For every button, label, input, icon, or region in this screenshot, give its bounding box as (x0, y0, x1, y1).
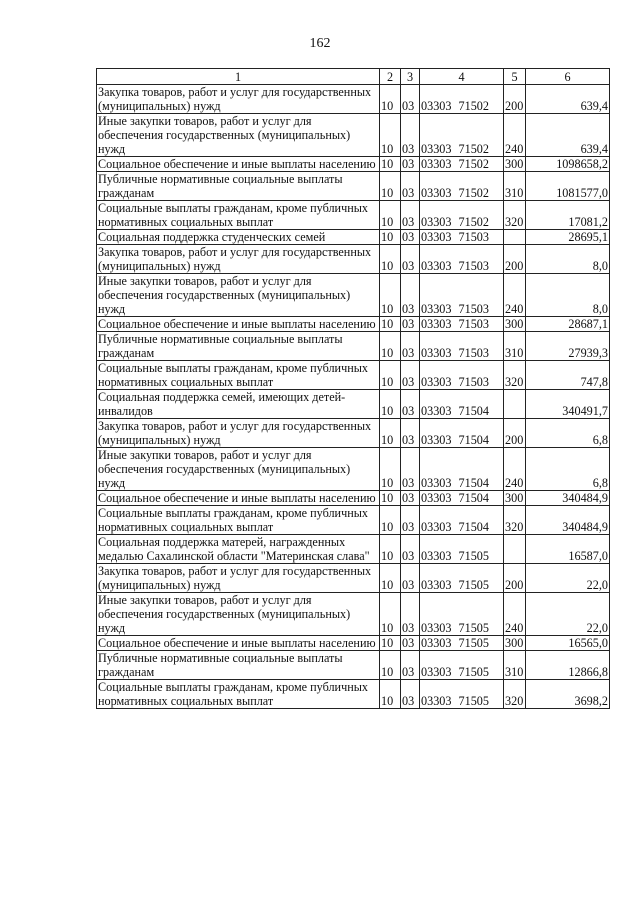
row-expense-type: 240 (504, 448, 526, 491)
row-section: 10 (380, 245, 401, 274)
row-section: 10 (380, 230, 401, 245)
row-section: 10 (380, 448, 401, 491)
row-name: Публичные нормативные социальные выплаты гражданам (97, 332, 380, 361)
table-row (97, 317, 610, 332)
table-row (97, 636, 610, 651)
row-section: 10 (380, 419, 401, 448)
row-amount: 1098658,2 (526, 157, 610, 172)
row-expense-type: 320 (504, 201, 526, 230)
row-subsection: 03 (401, 564, 420, 593)
row-subsection: 03 (401, 636, 420, 651)
header-col-6: 6 (526, 69, 610, 85)
row-section: 10 (380, 636, 401, 651)
row-amount: 6,8 (526, 419, 610, 448)
table-row (97, 419, 610, 448)
table-row (97, 274, 610, 317)
row-section: 10 (380, 361, 401, 390)
row-target-article: 03303 71504 (420, 491, 504, 506)
row-amount: 340491,7 (526, 390, 610, 419)
row-name: Иные закупки товаров, работ и услуг для обеспечения государственных (муниципальных) нужд (97, 593, 380, 636)
row-target-article: 03303 71502 (420, 85, 504, 114)
row-section: 10 (380, 390, 401, 419)
row-subsection: 03 (401, 201, 420, 230)
row-section: 10 (380, 274, 401, 317)
row-amount: 639,4 (526, 114, 610, 157)
row-target-article: 03303 71503 (420, 274, 504, 317)
table-row (97, 593, 610, 636)
row-expense-type: 200 (504, 245, 526, 274)
row-expense-type: 310 (504, 172, 526, 201)
row-section: 10 (380, 157, 401, 172)
row-subsection: 03 (401, 361, 420, 390)
table-row (97, 85, 610, 114)
row-subsection: 03 (401, 274, 420, 317)
page-number: 162 (309, 36, 331, 51)
row-name: Социальное обеспечение и иные выплаты населению (97, 317, 380, 332)
table-row (97, 564, 610, 593)
row-section: 10 (380, 651, 401, 680)
row-target-article: 03303 71503 (420, 230, 504, 245)
row-name: Иные закупки товаров, работ и услуг для обеспечения государственных (муниципальных) нужд (97, 274, 380, 317)
row-target-article: 03303 71505 (420, 535, 504, 564)
row-section: 10 (380, 506, 401, 535)
row-target-article: 03303 71504 (420, 390, 504, 419)
row-name: Закупка товаров, работ и услуг для государственных (муниципальных) нужд (97, 85, 380, 114)
row-section: 10 (380, 680, 401, 709)
row-amount: 22,0 (526, 564, 610, 593)
row-expense-type: 200 (504, 85, 526, 114)
row-name: Закупка товаров, работ и услуг для государственных (муниципальных) нужд (97, 419, 380, 448)
row-amount: 1081577,0 (526, 172, 610, 201)
header-col-4: 4 (420, 69, 504, 85)
row-name: Социальные выплаты гражданам, кроме публичных нормативных социальных выплат (97, 201, 380, 230)
budget-table (96, 68, 610, 709)
row-subsection: 03 (401, 680, 420, 709)
row-amount: 340484,9 (526, 506, 610, 535)
row-target-article: 03303 71504 (420, 506, 504, 535)
row-target-article: 03303 71505 (420, 593, 504, 636)
header-row (97, 69, 610, 85)
row-name: Социальные выплаты гражданам, кроме публичных нормативных социальных выплат (97, 361, 380, 390)
table-row (97, 157, 610, 172)
row-subsection: 03 (401, 332, 420, 361)
row-amount: 12866,8 (526, 651, 610, 680)
row-subsection: 03 (401, 390, 420, 419)
row-target-article: 03303 71503 (420, 332, 504, 361)
row-subsection: 03 (401, 651, 420, 680)
table-row (97, 651, 610, 680)
table-row (97, 390, 610, 419)
row-expense-type (504, 230, 526, 245)
table-row (97, 535, 610, 564)
table-row (97, 230, 610, 245)
row-subsection: 03 (401, 491, 420, 506)
row-expense-type (504, 535, 526, 564)
row-subsection: 03 (401, 114, 420, 157)
row-amount: 8,0 (526, 245, 610, 274)
row-amount: 8,0 (526, 274, 610, 317)
table-row (97, 201, 610, 230)
row-section: 10 (380, 317, 401, 332)
row-subsection: 03 (401, 230, 420, 245)
row-amount: 639,4 (526, 85, 610, 114)
row-expense-type (504, 390, 526, 419)
row-section: 10 (380, 593, 401, 636)
row-name: Иные закупки товаров, работ и услуг для обеспечения государственных (муниципальных) нужд (97, 114, 380, 157)
row-target-article: 03303 71504 (420, 448, 504, 491)
row-target-article: 03303 71505 (420, 564, 504, 593)
row-expense-type: 320 (504, 680, 526, 709)
row-section: 10 (380, 564, 401, 593)
row-expense-type: 320 (504, 361, 526, 390)
row-subsection: 03 (401, 593, 420, 636)
row-amount: 747,8 (526, 361, 610, 390)
row-name: Социальное обеспечение и иные выплаты населению (97, 157, 380, 172)
row-amount: 16565,0 (526, 636, 610, 651)
row-subsection: 03 (401, 448, 420, 491)
table-row (97, 114, 610, 157)
row-name: Социальное обеспечение и иные выплаты населению (97, 491, 380, 506)
row-subsection: 03 (401, 535, 420, 564)
row-section: 10 (380, 332, 401, 361)
row-subsection: 03 (401, 157, 420, 172)
table-body (97, 85, 610, 709)
row-subsection: 03 (401, 419, 420, 448)
row-amount: 28687,1 (526, 317, 610, 332)
row-name: Социальная поддержка студенческих семей (97, 230, 380, 245)
row-amount: 3698,2 (526, 680, 610, 709)
row-subsection: 03 (401, 172, 420, 201)
row-target-article: 03303 71503 (420, 361, 504, 390)
row-name: Социальная поддержка семей, имеющих детей-инвалидов (97, 390, 380, 419)
table-row (97, 680, 610, 709)
row-amount: 16587,0 (526, 535, 610, 564)
row-name: Публичные нормативные социальные выплаты гражданам (97, 651, 380, 680)
row-name: Социальное обеспечение и иные выплаты населению (97, 636, 380, 651)
row-section: 10 (380, 114, 401, 157)
table-row (97, 172, 610, 201)
row-expense-type: 310 (504, 332, 526, 361)
row-name: Закупка товаров, работ и услуг для государственных (муниципальных) нужд (97, 564, 380, 593)
header-col-1: 1 (97, 69, 380, 85)
table-row (97, 491, 610, 506)
header-col-3: 3 (401, 69, 420, 85)
row-amount: 17081,2 (526, 201, 610, 230)
row-name: Социальная поддержка матерей, награжденных медалью Сахалинской области "Материнская слава" (97, 535, 380, 564)
row-expense-type: 300 (504, 636, 526, 651)
row-name: Социальные выплаты гражданам, кроме публичных нормативных социальных выплат (97, 506, 380, 535)
row-amount: 22,0 (526, 593, 610, 636)
row-section: 10 (380, 172, 401, 201)
row-subsection: 03 (401, 317, 420, 332)
row-amount: 27939,3 (526, 332, 610, 361)
row-amount: 6,8 (526, 448, 610, 491)
row-expense-type: 310 (504, 651, 526, 680)
row-expense-type: 200 (504, 564, 526, 593)
row-section: 10 (380, 85, 401, 114)
row-target-article: 03303 71505 (420, 651, 504, 680)
row-target-article: 03303 71505 (420, 680, 504, 709)
row-amount: 28695,1 (526, 230, 610, 245)
row-section: 10 (380, 491, 401, 506)
row-expense-type: 200 (504, 419, 526, 448)
row-amount: 340484,9 (526, 491, 610, 506)
row-target-article: 03303 71503 (420, 317, 504, 332)
row-target-article: 03303 71502 (420, 172, 504, 201)
row-subsection: 03 (401, 85, 420, 114)
row-expense-type: 300 (504, 491, 526, 506)
table-row (97, 245, 610, 274)
header-col-2: 2 (380, 69, 401, 85)
row-section: 10 (380, 535, 401, 564)
row-target-article: 03303 71504 (420, 419, 504, 448)
row-expense-type: 320 (504, 506, 526, 535)
row-expense-type: 240 (504, 274, 526, 317)
row-target-article: 03303 71502 (420, 157, 504, 172)
header-col-5: 5 (504, 69, 526, 85)
row-target-article: 03303 71503 (420, 245, 504, 274)
row-name: Закупка товаров, работ и услуг для государственных (муниципальных) нужд (97, 245, 380, 274)
row-expense-type: 240 (504, 593, 526, 636)
table-row (97, 506, 610, 535)
row-subsection: 03 (401, 506, 420, 535)
row-name: Социальные выплаты гражданам, кроме публичных нормативных социальных выплат (97, 680, 380, 709)
table-row (97, 332, 610, 361)
row-subsection: 03 (401, 245, 420, 274)
row-expense-type: 300 (504, 157, 526, 172)
table-row (97, 361, 610, 390)
row-target-article: 03303 71505 (420, 636, 504, 651)
row-name: Иные закупки товаров, работ и услуг для обеспечения государственных (муниципальных) нужд (97, 448, 380, 491)
row-name: Публичные нормативные социальные выплаты гражданам (97, 172, 380, 201)
row-target-article: 03303 71502 (420, 114, 504, 157)
row-target-article: 03303 71502 (420, 201, 504, 230)
row-expense-type: 300 (504, 317, 526, 332)
row-expense-type: 240 (504, 114, 526, 157)
table-header (97, 69, 610, 85)
table-row (97, 448, 610, 491)
row-section: 10 (380, 201, 401, 230)
